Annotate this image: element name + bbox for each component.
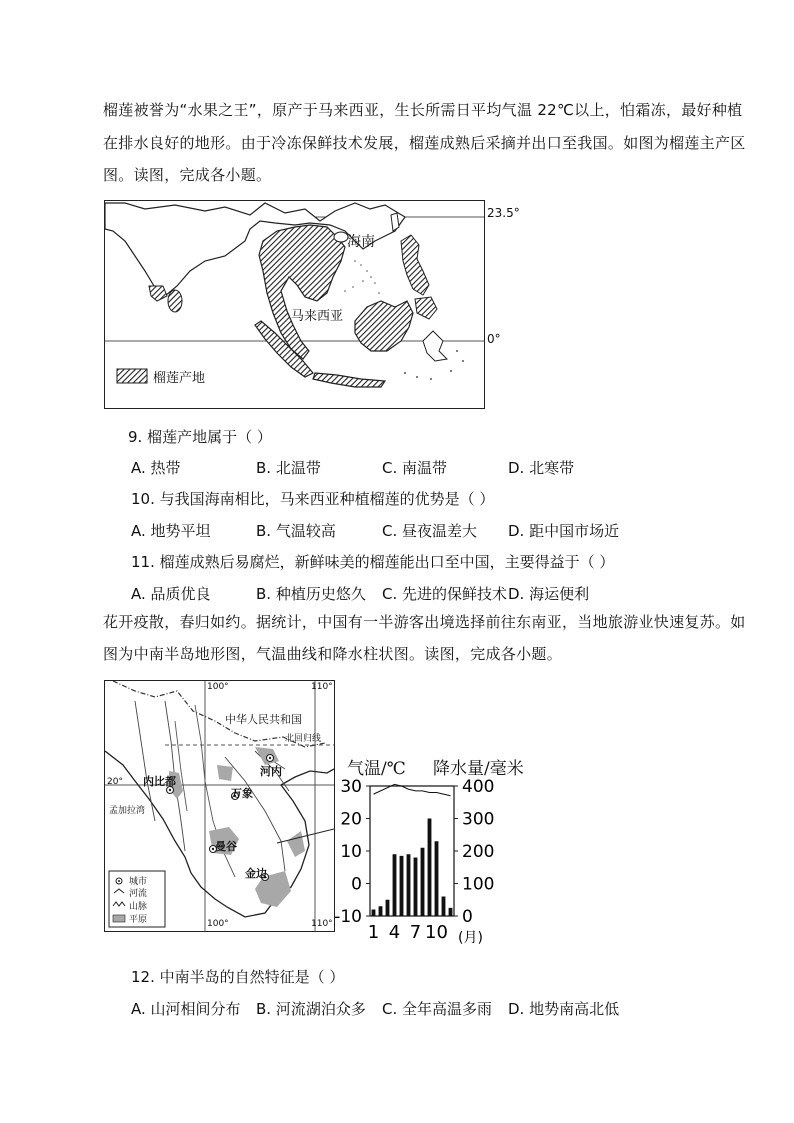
legend-label: 榴莲产地 (153, 371, 206, 386)
x-axis-label: (月) (458, 930, 483, 946)
precip-bar (379, 906, 383, 916)
chart-title-temp: 气温/℃ (347, 759, 406, 779)
temp-tick-label: 0 (351, 874, 362, 895)
question-10: 10. 与我国海南相比，马来西亚种植榴莲的优势是（ ） (131, 490, 495, 508)
temp-tick-label: 30 (340, 777, 362, 797)
tropic-label: 北回归线 (285, 734, 322, 744)
durian-region-map (104, 200, 485, 409)
precip-bar (407, 854, 411, 916)
precip-tick-label: 300 (462, 809, 495, 830)
bay-label: 孟加拉湾 (109, 806, 146, 816)
temp-tick-label: -10 (334, 907, 362, 927)
q11-option-a[interactable]: A. 品质优良 (131, 585, 211, 603)
city-vientiane: 万象 (231, 787, 253, 800)
precip-bar (428, 819, 432, 917)
lat-23-5-label: 23.5° (487, 206, 520, 220)
month-tick-label: 1 (367, 922, 380, 943)
q9-option-b[interactable]: B. 北温带 (256, 459, 321, 477)
lon-110-bottom: 110° (311, 919, 333, 929)
legend-plain: 平原 (129, 915, 148, 925)
precip-bar (435, 841, 439, 916)
lon-100-bottom: 100° (207, 919, 229, 929)
month-tick-label: 10 (425, 922, 448, 943)
legend-mountain: 山脉 (129, 902, 148, 912)
precip-tick-label: 200 (462, 842, 495, 862)
q10-option-d[interactable]: D. 距中国市场近 (508, 522, 620, 540)
legend-city: 城市 (129, 877, 148, 887)
q11-option-b[interactable]: B. 种植历史悠久 (256, 585, 366, 603)
passage2-line-2: 图为中南半岛地形图，气温曲线和降水柱状图。读图，完成各小题。 (103, 645, 563, 663)
precip-bar (414, 858, 418, 917)
precip-tick-label: 400 (462, 777, 495, 797)
country-label: 中华人民共和国 (225, 713, 302, 726)
q9-option-d[interactable]: D. 北寒带 (508, 459, 575, 477)
q11-option-d[interactable]: D. 海运便利 (508, 585, 590, 603)
borneo-shape (355, 301, 413, 351)
precip-bar (421, 848, 425, 916)
city-hanoi: 河内 (260, 765, 282, 778)
city-naypyidaw: 内比都 (143, 775, 176, 788)
precip-bar (386, 900, 390, 916)
city-phnompenh: 金边 (245, 867, 267, 880)
q10-option-c[interactable]: C. 昼夜温差大 (382, 522, 478, 540)
question-9: 9. 榴莲产地属于（ ） (128, 428, 272, 446)
q11-option-c[interactable]: C. 先进的保鲜技术 (382, 585, 508, 603)
precip-bar (393, 854, 397, 916)
precip-tick-label: 0 (462, 907, 473, 927)
precip-bar (442, 897, 446, 917)
q12-option-c[interactable]: C. 全年高温多雨 (382, 1000, 493, 1018)
q12-option-b[interactable]: B. 河流湖泊众多 (256, 1000, 366, 1018)
climate-chart-svg (333, 752, 593, 952)
chart-title-precip: 降水量/毫米 (433, 759, 524, 779)
sri-lanka-shape (168, 290, 182, 312)
q9-option-c[interactable]: C. 南温带 (382, 459, 448, 477)
philippines-shape (401, 235, 429, 295)
month-tick-label: 7 (409, 922, 422, 943)
passage2-line-1: 花开疫散，春归如约。据统计，中国有一半游客出境选择前往东南亚，当地旅游业快速复苏。如 (103, 613, 746, 631)
lat-0-label: 0° (487, 332, 501, 346)
q10-option-b[interactable]: B. 气温较高 (256, 522, 336, 540)
city-bangkok: 曼谷 (215, 840, 237, 853)
lon-110-top: 110° (311, 682, 333, 692)
q9-option-a[interactable]: A. 热带 (131, 459, 181, 477)
question-11: 11. 榴莲成熟后易腐烂，新鲜味美的榴莲能出口至中国，主要得益于（ ） (131, 553, 615, 571)
precip-bar (400, 856, 404, 916)
temp-tick-label: 20 (340, 809, 362, 830)
q12-option-a[interactable]: A. 山河相间分布 (131, 1000, 241, 1018)
chart-plot-frame (370, 786, 454, 916)
indochina-terrain-map (104, 680, 335, 932)
passage1-line-3: 图。读图，完成各小题。 (103, 166, 272, 184)
legend-river: 河流 (129, 889, 148, 899)
question-12: 12. 中南半岛的自然特征是（ ） (131, 968, 345, 986)
lat-20-label: 20° (107, 777, 123, 787)
month-tick-label: 4 (388, 922, 401, 943)
precip-tick-label: 100 (462, 874, 495, 895)
temp-tick-label: 10 (340, 842, 362, 862)
climate-chart (333, 752, 593, 952)
java-shape (313, 373, 385, 387)
precip-bar (372, 910, 376, 917)
lon-100-top: 100° (207, 682, 229, 692)
q12-option-d[interactable]: D. 地势南高北低 (508, 1000, 620, 1018)
passage1-line-2: 在排水良好的地形。由于冷冻保鲜技术发展，榴莲成熟后采摘并出口至我国。如图为榴莲主产区 (103, 134, 746, 152)
legend-swatch (117, 369, 147, 383)
precip-bar (449, 908, 453, 916)
q10-option-a[interactable]: A. 地势平坦 (131, 522, 211, 540)
label-malaysia: 马来西亚 (291, 309, 344, 324)
label-hainan: 海南 (347, 234, 375, 250)
passage1-line-1: 榴莲被誉为“水果之王”，原产于马来西亚，生长所需日平均气温 22℃以上，怕霜冻，最好种植 (103, 101, 743, 119)
